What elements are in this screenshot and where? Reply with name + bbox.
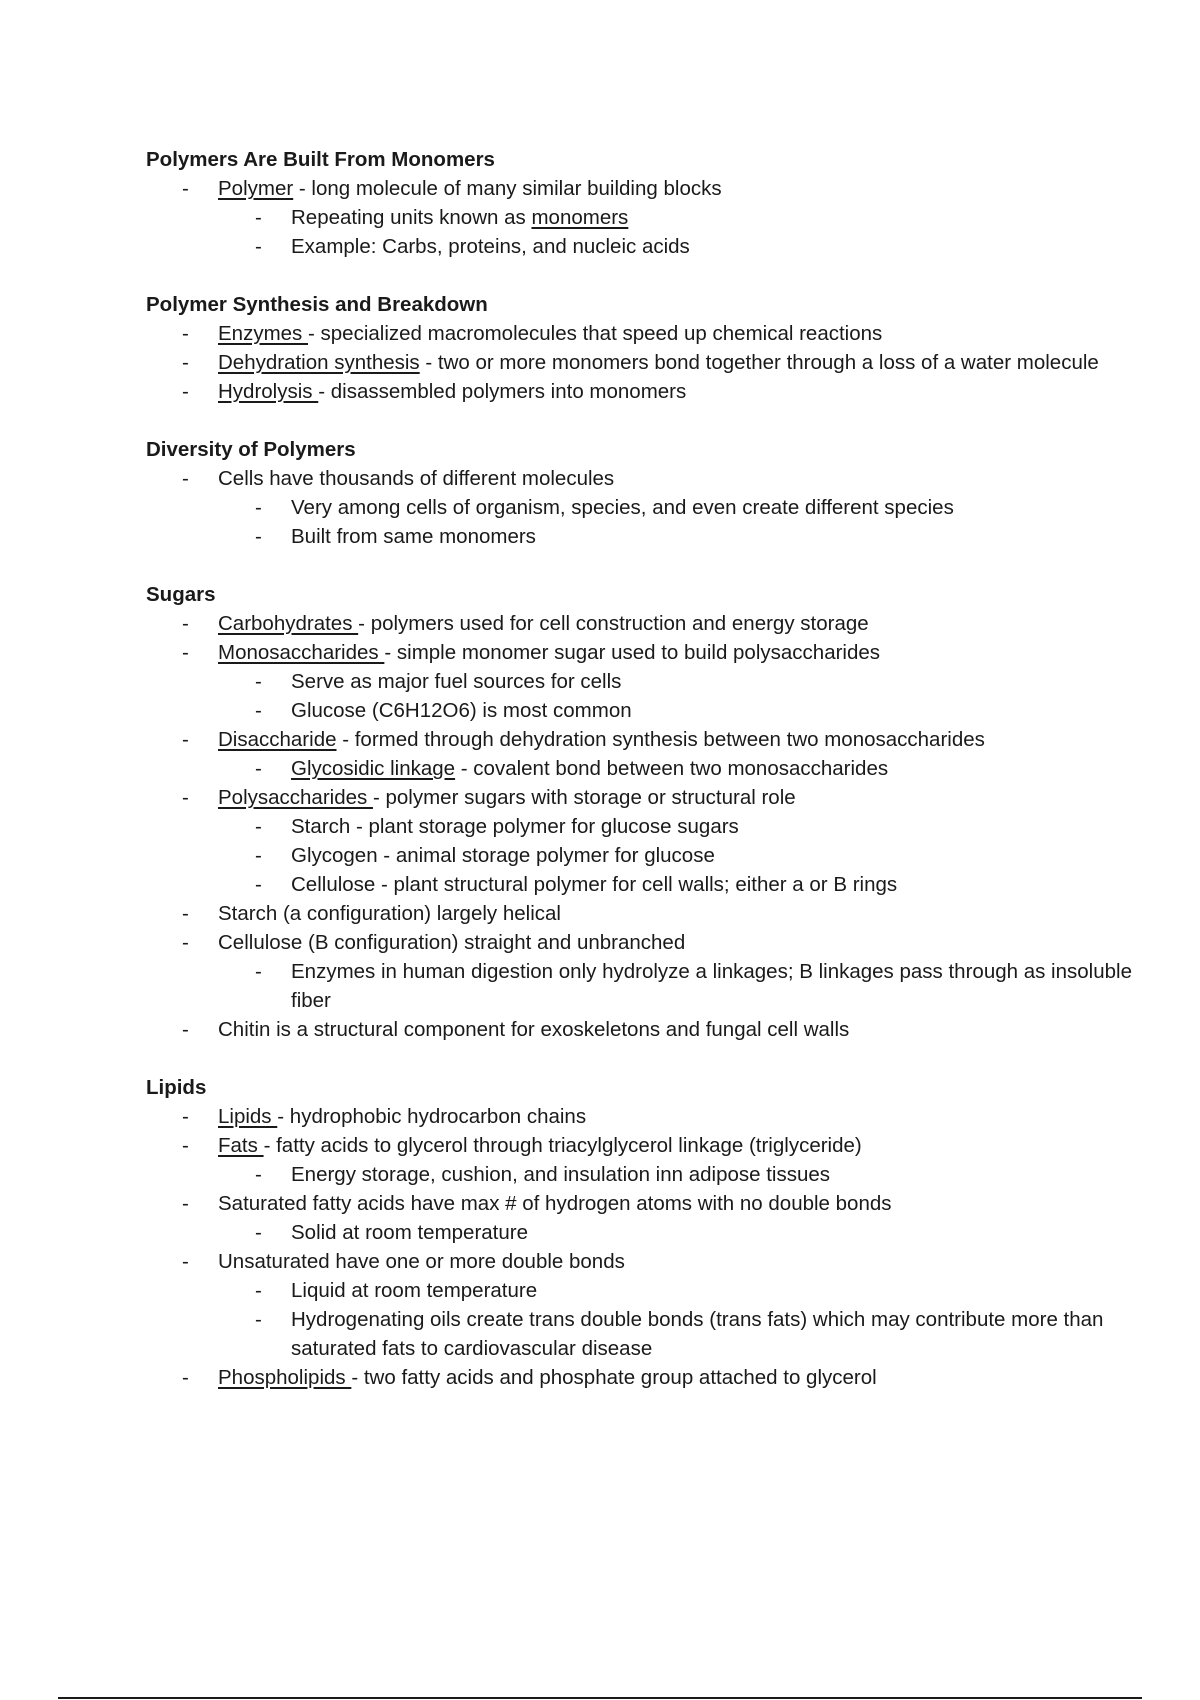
bullet-item bbox=[146, 928, 1146, 957]
term: Fats bbox=[218, 1134, 264, 1157]
item-text: - two fatty acids and phosphate group attached to glycerol bbox=[351, 1366, 877, 1389]
sub-bullet-item bbox=[146, 841, 1146, 870]
dash-bullet-icon: - bbox=[182, 1018, 189, 1041]
item-text: - specialized macromolecules that speed up chemical reactions bbox=[308, 322, 883, 345]
dash-bullet-icon: - bbox=[255, 206, 262, 229]
section bbox=[146, 1073, 1146, 1392]
dash-bullet-icon: - bbox=[255, 1163, 262, 1186]
sub-bullet-item bbox=[146, 1305, 1146, 1363]
dash-bullet-icon: - bbox=[255, 1221, 262, 1244]
bullet-item bbox=[146, 1189, 1146, 1218]
item-text: - fatty acids to glycerol through triacylglycerol linkage (triglyceride) bbox=[263, 1134, 862, 1157]
bullet-item bbox=[146, 725, 1146, 754]
sub-bullet-item bbox=[146, 696, 1146, 725]
dash-bullet-icon: - bbox=[182, 786, 189, 809]
item-text: Cellulose (B configuration) straight and unbranched bbox=[218, 931, 686, 954]
item-text: Unsaturated have one or more double bonds bbox=[218, 1250, 625, 1273]
section-heading: Polymers Are Built From Monomers bbox=[146, 148, 495, 171]
sub-bullet-item bbox=[146, 957, 1146, 1015]
term: Carbohydrates bbox=[218, 612, 359, 635]
dash-bullet-icon: - bbox=[182, 380, 189, 403]
item-text: Cellulose - plant structural polymer for cell walls; either a or B rings bbox=[291, 873, 898, 896]
sub-bullet-item bbox=[146, 232, 1146, 261]
dash-bullet-icon: - bbox=[255, 873, 262, 896]
sub-bullet-item bbox=[146, 1160, 1146, 1189]
dash-bullet-icon: - bbox=[182, 1105, 189, 1128]
bullet-item bbox=[146, 638, 1146, 667]
bullet-item bbox=[146, 1363, 1146, 1392]
section bbox=[146, 580, 1146, 1044]
section bbox=[146, 145, 1146, 261]
item-text: - formed through dehydration synthesis between two monosaccharides bbox=[336, 728, 985, 751]
dash-bullet-icon: - bbox=[182, 467, 189, 490]
dash-bullet-icon: - bbox=[182, 1134, 189, 1157]
dash-bullet-icon: - bbox=[182, 612, 189, 635]
item-text: - long molecule of many similar building blocks bbox=[293, 177, 722, 200]
bullet-item bbox=[146, 1015, 1146, 1044]
dash-bullet-icon: - bbox=[255, 757, 262, 780]
sub-bullet-item bbox=[146, 522, 1146, 551]
sub-bullet-item bbox=[146, 1276, 1146, 1305]
item-text: - two or more monomers bond together through a loss of a water molecule bbox=[419, 351, 1099, 374]
bullet-item bbox=[146, 174, 1146, 203]
bullet-item bbox=[146, 609, 1146, 638]
item-text: Cells have thousands of different molecules bbox=[218, 467, 615, 490]
term: Enzymes bbox=[218, 322, 308, 345]
section-heading: Sugars bbox=[146, 583, 216, 606]
section-heading: Diversity of Polymers bbox=[146, 438, 356, 461]
sub-bullet-item bbox=[146, 1218, 1146, 1247]
dash-bullet-icon: - bbox=[182, 322, 189, 345]
dash-bullet-icon: - bbox=[255, 1308, 262, 1331]
term: Hydrolysis bbox=[218, 380, 319, 403]
item-text: Very among cells of organism, species, and even create different species bbox=[291, 496, 954, 519]
dash-bullet-icon: - bbox=[182, 902, 189, 925]
term: Monosaccharides bbox=[218, 641, 385, 664]
item-text: Repeating units known as bbox=[291, 206, 532, 229]
item-text: Example: Carbs, proteins, and nucleic acids bbox=[291, 235, 690, 258]
bullet-item bbox=[146, 1102, 1146, 1131]
dash-bullet-icon: - bbox=[182, 1250, 189, 1273]
item-text: Hydrogenating oils create trans double bonds (trans fats) which may contribute more than saturated fats to cardiovascular disease bbox=[291, 1308, 1104, 1360]
item-text: - simple monomer sugar used to build polysaccharides bbox=[384, 641, 881, 664]
item-text: Enzymes in human digestion only hydrolyze a linkages; B linkages pass through as insoluble fiber bbox=[291, 960, 1132, 1012]
sub-bullet-item bbox=[146, 493, 1146, 522]
bullet-item bbox=[146, 377, 1146, 406]
bullet-item bbox=[146, 319, 1146, 348]
term: Glycosidic linkage bbox=[291, 757, 456, 780]
term: Lipids bbox=[218, 1105, 278, 1128]
sub-bullet-item bbox=[146, 754, 1146, 783]
bullet-item bbox=[146, 783, 1146, 812]
item-text: Solid at room temperature bbox=[291, 1221, 529, 1244]
dash-bullet-icon: - bbox=[182, 931, 189, 954]
item-text: Energy storage, cushion, and insulation inn adipose tissues bbox=[291, 1163, 831, 1186]
sub-bullet-item bbox=[146, 812, 1146, 841]
term: Polymer bbox=[218, 177, 294, 200]
bullet-item bbox=[146, 464, 1146, 493]
term: Disaccharide bbox=[218, 728, 337, 751]
dash-bullet-icon: - bbox=[255, 525, 262, 548]
dash-bullet-icon: - bbox=[255, 815, 262, 838]
section bbox=[146, 435, 1146, 551]
item-text: Serve as major fuel sources for cells bbox=[291, 670, 622, 693]
dash-bullet-icon: - bbox=[255, 670, 262, 693]
item-text: - covalent bond between two monosaccharides bbox=[455, 757, 889, 780]
section-heading: Lipids bbox=[146, 1076, 207, 1099]
bullet-item bbox=[146, 1131, 1146, 1160]
notes-page bbox=[146, 145, 1146, 1421]
dash-bullet-icon: - bbox=[255, 235, 262, 258]
dash-bullet-icon: - bbox=[255, 844, 262, 867]
item-text: - hydrophobic hydrocarbon chains bbox=[277, 1105, 587, 1128]
item-text: - polymer sugars with storage or structural role bbox=[372, 786, 796, 809]
bullet-item bbox=[146, 899, 1146, 928]
dash-bullet-icon: - bbox=[182, 728, 189, 751]
term: monomers bbox=[531, 206, 629, 229]
item-text: Starch - plant storage polymer for glucose sugars bbox=[291, 815, 739, 838]
bullet-item bbox=[146, 348, 1146, 377]
item-text: - disassembled polymers into monomers bbox=[318, 380, 687, 403]
section bbox=[146, 290, 1146, 406]
dash-bullet-icon: - bbox=[182, 1366, 189, 1389]
dash-bullet-icon: - bbox=[182, 1192, 189, 1215]
item-text: Glucose (C6H12O6) is most common bbox=[291, 699, 632, 722]
sub-bullet-item bbox=[146, 870, 1146, 899]
item-text: Glycogen - animal storage polymer for glucose bbox=[291, 844, 715, 867]
dash-bullet-icon: - bbox=[255, 496, 262, 519]
dash-bullet-icon: - bbox=[255, 1279, 262, 1302]
sub-bullet-item bbox=[146, 667, 1146, 696]
bullet-item bbox=[146, 1247, 1146, 1276]
dash-bullet-icon: - bbox=[255, 699, 262, 722]
bottom-rule bbox=[58, 1697, 1142, 1699]
item-text: Liquid at room temperature bbox=[291, 1279, 538, 1302]
term: Polysaccharides bbox=[218, 786, 373, 809]
dash-bullet-icon: - bbox=[255, 960, 262, 983]
dash-bullet-icon: - bbox=[182, 177, 189, 200]
dash-bullet-icon: - bbox=[182, 641, 189, 664]
item-text: Saturated fatty acids have max # of hydrogen atoms with no double bonds bbox=[218, 1192, 892, 1215]
term: Phospholipids bbox=[218, 1366, 352, 1389]
dash-bullet-icon: - bbox=[182, 351, 189, 374]
item-text: - polymers used for cell construction and energy storage bbox=[358, 612, 869, 635]
sub-bullet-item bbox=[146, 203, 1146, 232]
item-text: Starch (a configuration) largely helical bbox=[218, 902, 561, 925]
item-text: Built from same monomers bbox=[291, 525, 536, 548]
section-heading: Polymer Synthesis and Breakdown bbox=[146, 293, 488, 316]
item-text: Chitin is a structural component for exoskeletons and fungal cell walls bbox=[218, 1018, 850, 1041]
term: Dehydration synthesis bbox=[218, 351, 420, 374]
